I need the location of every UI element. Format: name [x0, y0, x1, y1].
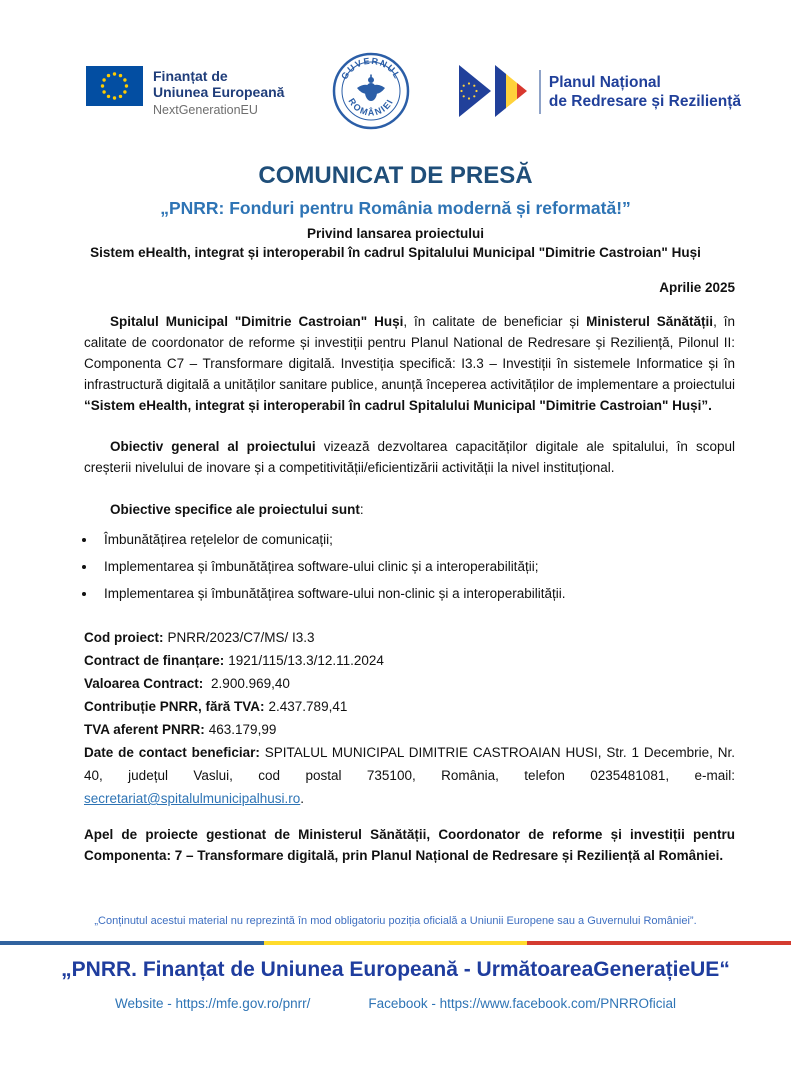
logo-header: [86, 48, 741, 136]
paragraph-apel: [84, 824, 735, 866]
page-title: COMUNICAT DE PRESĂ: [258, 162, 533, 189]
objectives-heading: [84, 500, 735, 520]
detail-contract-finantare: Contract de finanțare: 1921/115/13.3/12.11.2024: [84, 653, 384, 668]
text-segment: Obiectiv general al proiectului: [110, 439, 316, 454]
paragraph-intro: [84, 311, 735, 416]
date-line: Aprilie 2025: [659, 280, 735, 295]
pnrr-logo-divider: [539, 70, 541, 114]
facebook-link[interactable]: Facebook - https://www.facebook.com/PNRROficial: [368, 996, 676, 1011]
tricolor-red-segment: [527, 941, 791, 945]
pnrr-logo-line1: Planul Național: [548, 74, 661, 91]
paragraph-general-objective: [84, 436, 735, 478]
eu-logo-text: [153, 66, 284, 118]
paragraph-contact: [84, 741, 735, 810]
detail-cod-proiect: Cod proiect: PNRR/2023/C7/MS/ I3.3: [84, 630, 315, 645]
pnrr-slogan: „PNRR. Finanțat de Uniunea Europeană - UrmătoareaGenerațieUE“: [61, 958, 730, 981]
pnrr-logo-text: [549, 73, 741, 111]
tricolor-yellow-segment: [264, 941, 528, 945]
press-release-document: [0, 48, 791, 1072]
text-segment: :: [359, 502, 364, 517]
pnrr-logo: [457, 62, 741, 123]
tricolor-blue-segment: [0, 941, 264, 945]
eu-funding-logo: [86, 66, 284, 118]
text-segment: Obiective specifice ale proiectului sunt: [110, 502, 360, 517]
page-subtitle: „PNRR: Fonduri pentru România modernă și reformată!”: [160, 198, 631, 218]
text-segment: , în calitate de beneficiar și: [403, 314, 587, 329]
eu-logo-line3: NextGenerationEU: [153, 103, 258, 117]
email-link[interactable]: secretariat@spitalulmunicipalhusi.ro: [84, 791, 301, 806]
text-segment: , în calitate de coordonator de reforme și investiții pentru Planul National de Redresare și Reziliență, Pilonul II: Componenta C7 – Transformare digitală. Investiția specifică: I3.3 – Investiții în sistemele Informatice și în infrastructură digitală a unităților sanitare publice, anunță începerea activităților de implementare a proiectului: [84, 314, 736, 392]
text-segment: Spitalul Municipal "Dimitrie Castroian" Huși: [110, 314, 404, 329]
disclaimer-text: „Conținutul acestui material nu reprezintă în mod obligatoriu poziția oficială a Uniunii Europene sau a Guvernului României”.: [94, 915, 697, 927]
footer-links: [0, 996, 791, 1011]
detail-valoarea-contract: Valoarea Contract: 2.900.969,40: [84, 676, 290, 691]
list-item: • Implementarea și îmbunătățirea software-ului clinic și a interoperabilității;: [97, 557, 735, 577]
eu-logo-line1: Finanțat de: [153, 68, 228, 84]
romanian-tricolor-divider: [0, 941, 791, 945]
title-line4: Sistem eHealth, integrat și interoperabil în cadrul Spitalului Municipal "Dimitrie Castroian" Huși: [90, 245, 701, 260]
eu-logo-line2: Uniunea Europeană: [153, 84, 285, 100]
text-segment: Ministerul Sănătății: [586, 314, 714, 329]
pnrr-logo-line2: de Redresare și Reziliență: [548, 93, 741, 110]
detail-contributie-pnrr: Contribuție PNRR, fără TVA: 2.437.789,41: [84, 699, 348, 714]
romanian-government-seal-icon: [330, 50, 412, 135]
svg-text:GUVERNUL: GUVERNUL: [338, 55, 403, 81]
text-segment: vizează dezvoltarea capacităților digitale ale spitalului, în scopul creșterii nivelului de inovare și a competitivității/eficientizării activității la nivel instituțional.: [84, 439, 735, 475]
list-item: • Implementarea și îmbunătățirea software-ului non-clinic și a interoperabilității.: [97, 584, 735, 604]
detail-tva-aferent: TVA aferent PNRR: 463.179,99: [84, 722, 277, 737]
text-segment: SPITALUL MUNICIPAL DIMITRIE CASTROAIAN HUSI, Str. 1 Decembrie, Nr. 40, județul Vaslui, cod postal 735100, România, telefon 0235481081, e-mail:: [84, 745, 736, 783]
list-item: • Îmbunătățirea rețelelor de comunicații;: [97, 530, 735, 550]
eu-flag-icon: [86, 66, 143, 109]
title-line3: Privind lansarea proiectului: [306, 226, 485, 241]
svg-text:ROMÂNIEI: ROMÂNIEI: [346, 95, 396, 118]
text-segment: Date de contact beneficiar:: [84, 745, 260, 760]
project-details: [84, 626, 735, 810]
text-segment: “Sistem eHealth, integrat și interoperabil în cadrul Spitalului Municipal "Dimitrie Castroian" Huși”.: [84, 398, 712, 413]
text-segment: .: [300, 791, 305, 806]
text-segment: Apel de proiecte gestionat de Ministerul Sănătății, Coordonator de reforme și investiții pentru Componenta: 7 – Transformare digitală, prin Planul Național de Redresare și Reziliență al României.: [84, 827, 735, 863]
objectives-list: [84, 530, 735, 604]
pnrr-arrows-icon: [457, 62, 531, 123]
website-link[interactable]: Website - https://mfe.gov.ro/pnrr/: [115, 996, 311, 1011]
